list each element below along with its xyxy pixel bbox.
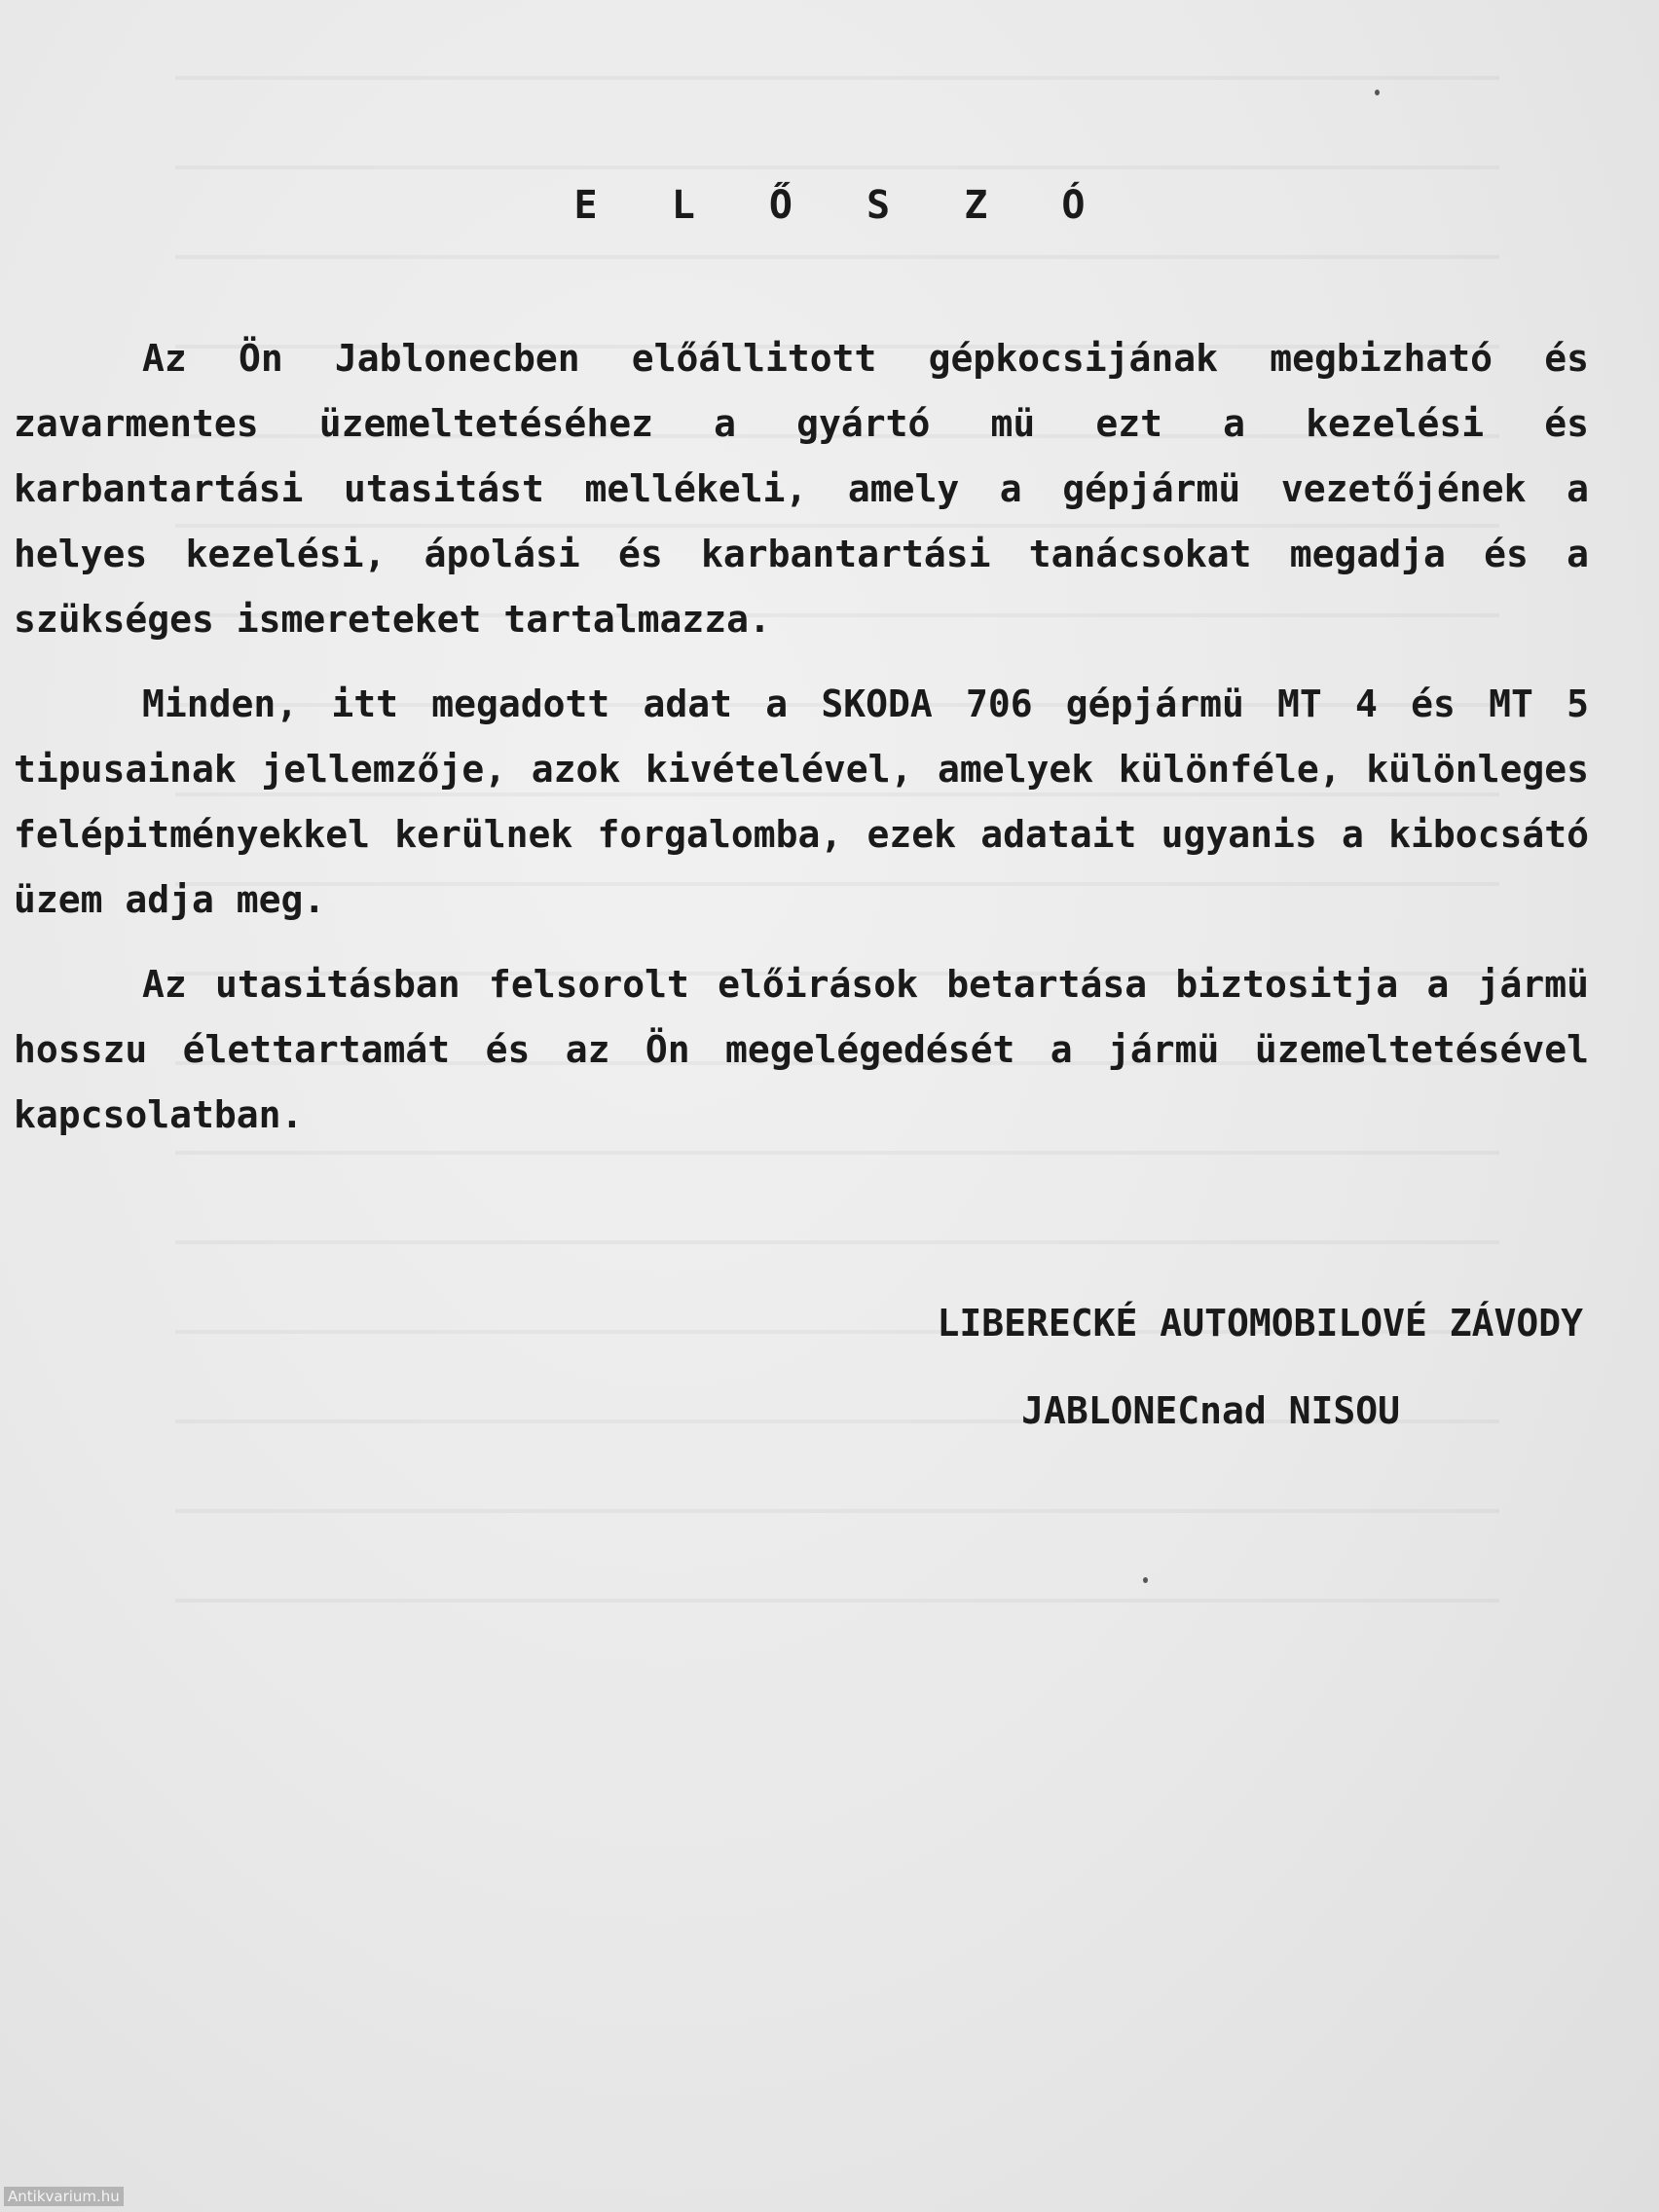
signature-block [937,1302,1583,1432]
signature-company: LIBERECKÉ AUTOMOBILOVÉ ZÁVODY [937,1302,1583,1345]
paragraph-1: Az Ön Jablonecben előállitott gépkocsijának megbizható és zavarmentes üzemeltetéséhez a gyártó mü ezt a kezelési és karbantartási utasitást mellékeli, amely a gépjármü vezetőjének a helyes kezelési, ápolási és karbantartási tanácsokat megadja és a szükséges ismereteket tartalmazza. [14,337,1589,641]
page-title: E L Ő S Z Ó [573,183,1111,228]
paragraph-2: Minden, itt megadott adat a SKODA 706 gépjármü MT 4 és MT 5 tipusainak jellemzője, azok kivételével, amelyek különféle, különleges felépitményekkel kerülnek forgalomba, ezek adatait ugyanis a kibocsátó üzem adja meg. [14,682,1589,921]
paper-speck [1375,90,1380,95]
watermark: Antikvarium.hu [4,2187,124,2206]
paper-speck [1143,1577,1148,1583]
signature-location: JABLONECnad NISOU [1021,1389,1400,1432]
paragraph-3: Az utasitásban felsorolt előirások betartása biztositja a jármü hosszu élettartamát és az Ön megelégedését a jármü üzemeltetésével kapcsolatban. [14,963,1589,1136]
foreword-body [14,326,1589,1167]
